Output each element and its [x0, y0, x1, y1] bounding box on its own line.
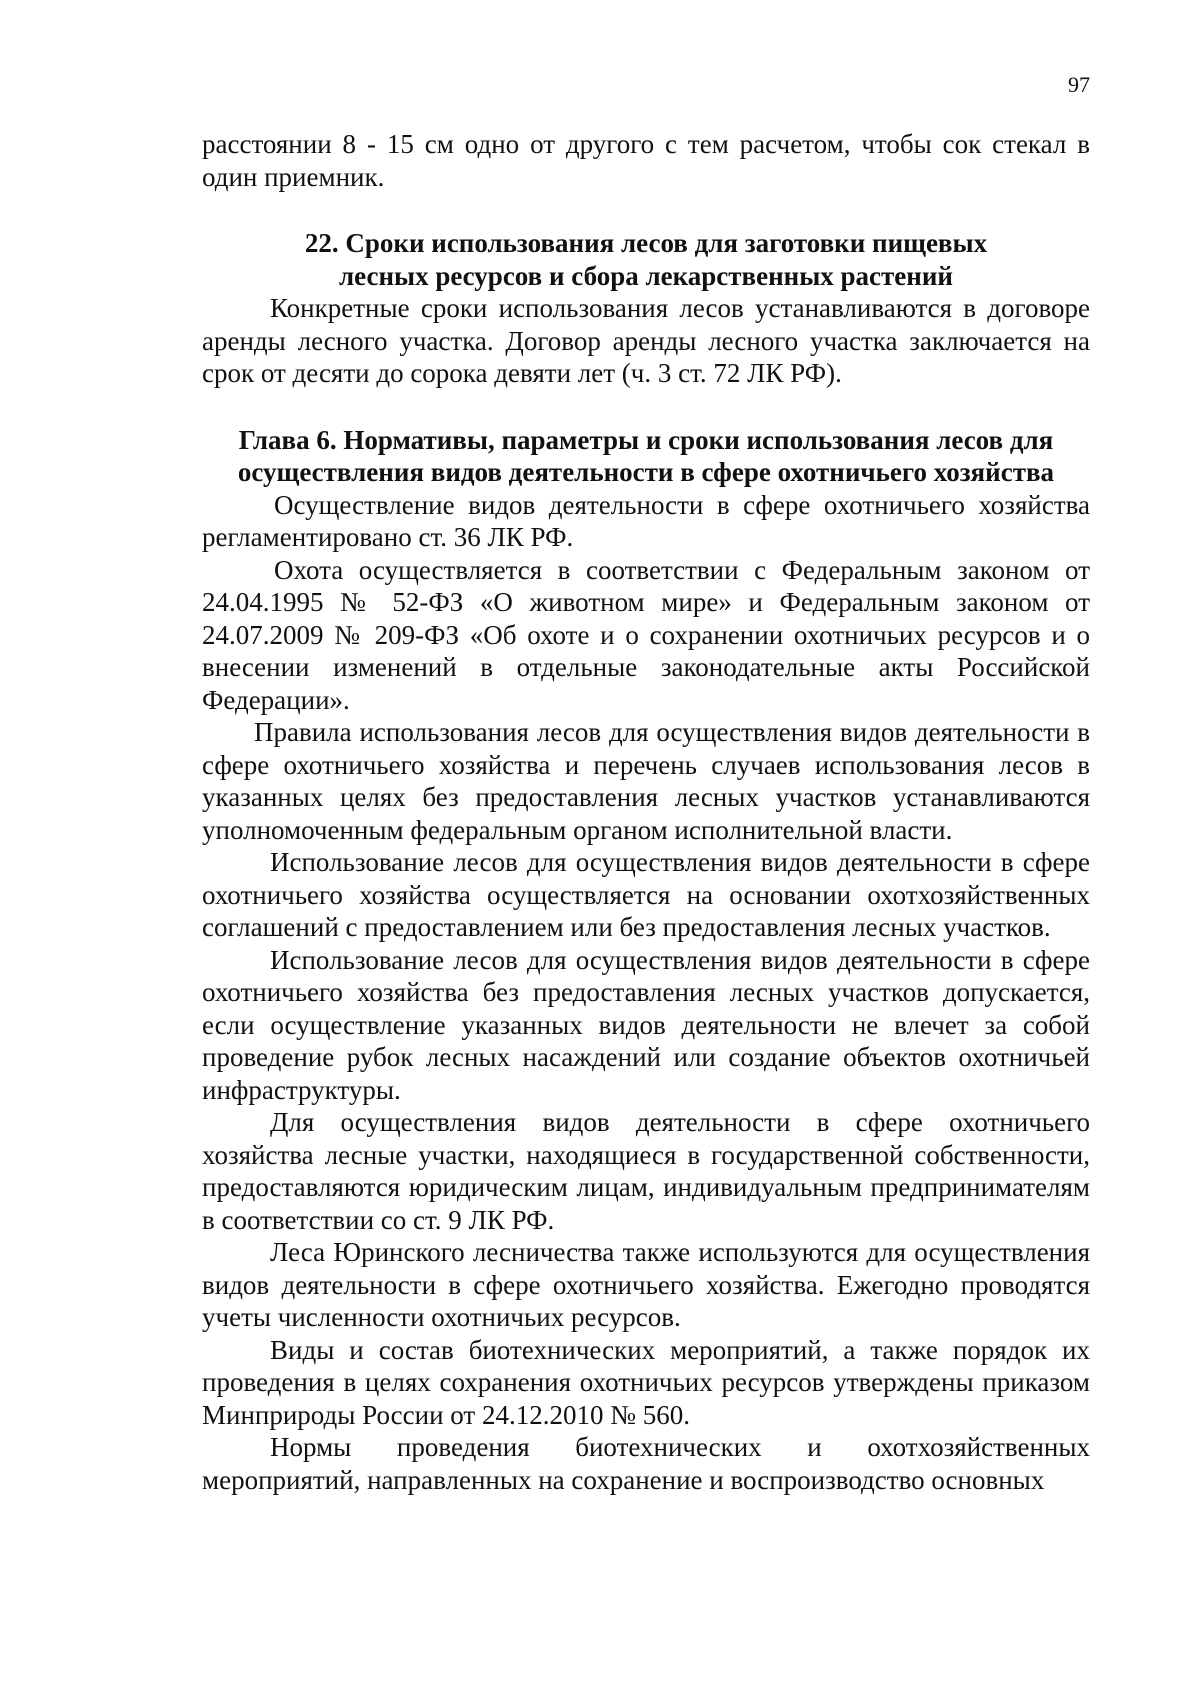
- chapter-heading-6-line1: Глава 6. Нормативы, параметры и сроки использования лесов для: [238, 424, 1054, 455]
- document-body: [202, 128, 1090, 1496]
- paragraph-usage-rules: Правила использования лесов для осуществления видов деятельности в сфере охотничьего хозяйства и перечень случаев использования лесов в указанных целях без предоставления лесных участков устанавливаются уполномоченным федеральным органом исполнительной власти.: [202, 717, 1090, 845]
- paragraph-biotechnical-measures: Виды и состав биотехнических мероприятий, а также порядок их проведения в целях сохранения охотничьих ресурсов утверждены приказом Минприроды России от 24.12.2010 № 560.: [202, 1334, 1090, 1430]
- section-heading-22-line1: 22. Сроки использования лесов для заготовки пищевых: [304, 228, 988, 258]
- chapter-heading-6: [202, 424, 1090, 489]
- paragraph-yurino-forestry: Леса Юринского лесничества также используются для осуществления видов деятельности в сфере охотничьего хозяйства. Ежегодно проводятся учеты численности охотничьих ресурсов.: [202, 1237, 1090, 1332]
- paragraph-state-plots: Для осуществления видов деятельности в сфере охотничьего хозяйства лесные участки, находящиеся в государственной собственности, предоставляются юридическим лицам, индивидуальным предпринимателям в соответствии со ст. 9 ЛК РФ.: [202, 1107, 1090, 1235]
- chapter-heading-6-line2: осуществления видов деятельности в сфере охотничьего хозяйства: [237, 457, 1055, 487]
- paragraph-lease-terms: Конкретные сроки использования лесов устанавливаются в договоре аренды лесного участка. Договор аренды лесного участка заключается на срок от десяти до сорока девяти лет (ч. 3 ст. 72 ЛК РФ).: [202, 293, 1090, 388]
- page-number: 97: [1068, 72, 1090, 97]
- paragraph-continuation: расстоянии 8 - 15 см одно от другого с тем расчетом, чтобы сок стекал в один приемник.: [202, 129, 1090, 192]
- paragraph-without-plots: Использование лесов для осуществления видов деятельности в сфере охотничьего хозяйства без предоставления лесных участков допускается, если осуществление указанных видов деятельности не влечет за собой проведение рубок лесных насаждений или создание объектов охотничьей инфраструктуры.: [202, 944, 1090, 1105]
- section-heading-22-line2: лесных ресурсов и сбора лекарственных растений: [339, 260, 953, 291]
- paragraph-regulation: Осуществление видов деятельности в сфере охотничьего хозяйства регламентировано ст. 36 ЛК РФ.: [202, 489, 1090, 552]
- paragraph-norms: Нормы проведения биотехнических и охотхозяйственных мероприятий, направленных на сохранение и воспроизводство основных: [202, 1432, 1090, 1495]
- section-heading-22: [202, 227, 1090, 292]
- paragraph-hunting-agreements: Использование лесов для осуществления видов деятельности в сфере охотничьего хозяйства осуществляется на основании охотхозяйственных соглашений с предоставлением или без предоставления лесных участков.: [202, 847, 1090, 942]
- paragraph-hunting-laws: Охота осуществляется в соответствии с Федеральным законом от 24.04.1995 № 52-ФЗ «О животном мире» и Федеральным законом от 24.07.2009 № 209-ФЗ «Об охоте и о сохранении охотничьих ресурсов и о внесении изменений в отдельные законодательные акты Российской Федерации».: [202, 554, 1090, 715]
